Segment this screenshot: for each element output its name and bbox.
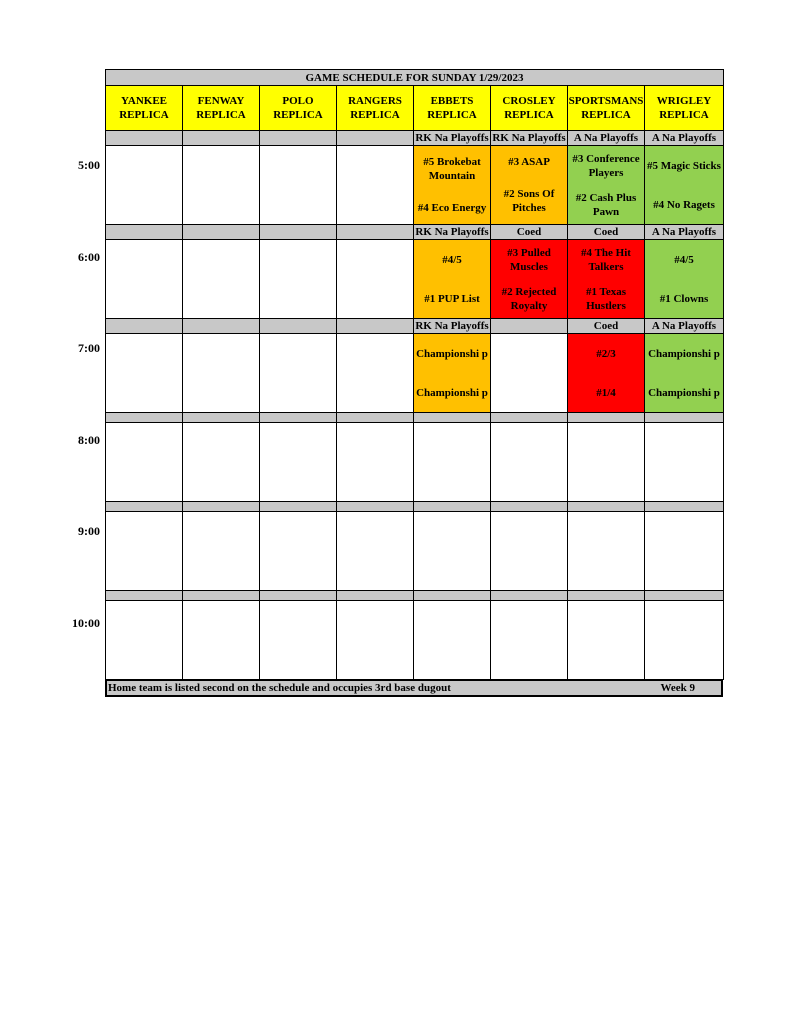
division-label [106,413,183,423]
game-cell [414,146,491,225]
division-label: Coed [491,225,568,240]
team-entry: #5 Brokebat Mountain [423,156,481,182]
game-cell [645,334,724,413]
division-label [337,225,414,240]
division-label [337,502,414,512]
division-label [414,502,491,512]
field-subtitle: REPLICA [581,109,631,121]
division-label: RK Na Playoffs [415,132,489,144]
team-entry: #1 Clowns [659,292,709,305]
time-label: 8:00 [78,432,100,447]
game-cell [337,334,414,413]
field-header-5 [491,86,568,131]
time-slot-row [106,146,724,225]
field-header-row [106,86,724,131]
game-cell [645,601,724,680]
game-cell [414,512,491,591]
team-entry: #1 Texas Hustlers [585,285,627,312]
field-header-0 [106,86,183,131]
game-cell [183,334,260,413]
field-subtitle: REPLICA [659,109,709,121]
field-header-3 [337,86,414,131]
time-label: 10:00 [72,615,100,630]
game-cell [337,423,414,502]
game-cell [183,423,260,502]
time-slot-row [106,240,724,319]
game-cell [183,601,260,680]
team-entry: #1/4 [596,386,616,399]
division-label [106,131,183,146]
division-label-row [106,225,724,240]
team-entry: Championshi p [416,347,488,360]
team-entry: #4 No Ragets [653,198,715,211]
game-cell [414,240,491,319]
footer-note: Home team is listed second on the schedule and occupies 3rd base dugout [108,682,451,694]
team-entry: #4/5 [674,253,694,266]
field-header-4 [414,86,491,131]
division-label [568,413,645,423]
field-header-2 [260,86,337,131]
game-cell [491,240,568,319]
division-label [491,413,568,423]
team-entry: #3 Conference Players [572,152,640,179]
game-cell [260,146,337,225]
division-label: A Na Playoffs [645,319,724,334]
game-cell [645,146,724,225]
game-cell [645,423,724,502]
field-name: RANGERS [348,95,402,107]
game-cell [260,423,337,502]
division-label: RK Na Playoffs [415,226,489,238]
division-label [106,591,183,601]
division-label [183,131,260,146]
division-label [568,591,645,601]
division-label: A Na Playoffs [568,131,645,146]
division-label [568,502,645,512]
time-label: 6:00 [78,249,100,264]
division-label [337,131,414,146]
division-label-row [106,591,724,601]
field-name: CROSLEY [502,95,556,107]
game-cell [106,512,183,591]
division-label-row [106,413,724,423]
division-label [491,502,568,512]
game-cell [491,423,568,502]
page-title: GAME SCHEDULE FOR SUNDAY 1/29/2023 [106,70,724,86]
game-cell [106,601,183,680]
division-label [260,413,337,423]
team-entry: Championshi p [416,386,488,399]
team-entry: #2 Rejected Royalty [501,285,557,312]
team-entry: Championshi p [648,386,720,399]
division-label-row [106,319,724,334]
division-label [260,131,337,146]
team-entry: #1 PUP List [424,292,480,305]
game-cell [260,240,337,319]
game-cell [414,423,491,502]
division-label [260,225,337,240]
week-label: Week 9 [660,682,695,694]
division-label [183,502,260,512]
division-label: A Na Playoffs [645,131,724,146]
game-cell [568,601,645,680]
division-label [183,591,260,601]
division-label: A Na Playoffs [645,225,724,240]
division-label [645,591,724,601]
time-label: 5:00 [78,158,100,172]
game-cell [414,334,491,413]
schedule-table [105,69,724,680]
game-cell [491,334,568,413]
game-cell [568,240,645,319]
division-label [337,413,414,423]
time-slot-row [106,423,724,502]
team-entry: #2 Cash Plus Pawn [575,191,637,218]
team-entry: #2 Sons Of Pitches [503,188,555,214]
division-label: RK Na Playoffs [492,132,566,144]
time-slot-row [106,334,724,413]
division-label-row [106,502,724,512]
division-label-row [106,131,724,146]
team-entry: Championshi p [648,347,720,360]
division-label [337,319,414,334]
field-name: POLO [282,95,314,107]
division-label [414,413,491,423]
division-label [414,591,491,601]
time-label: 7:00 [78,341,100,355]
division-label [183,319,260,334]
division-label [183,225,260,240]
division-label [260,319,337,334]
division-label [106,319,183,334]
field-subtitle: REPLICA [196,109,246,121]
field-subtitle: REPLICA [350,109,400,121]
field-subtitle: REPLICA [119,109,169,121]
game-cell [337,146,414,225]
field-name: WRIGLEY [656,95,712,107]
team-entry: #2/3 [596,347,616,360]
game-cell [260,601,337,680]
team-entry: #3 ASAP [508,156,550,168]
division-label [491,319,568,334]
game-cell [337,512,414,591]
game-cell [260,334,337,413]
game-cell [568,334,645,413]
field-subtitle: REPLICA [273,109,323,121]
division-label [645,502,724,512]
field-name: YANKEE [120,95,168,107]
team-entry: #3 Pulled Muscles [507,246,551,273]
division-label [260,502,337,512]
game-cell [491,601,568,680]
game-cell [106,240,183,319]
game-cell [491,146,568,225]
time-label: 9:00 [78,524,100,538]
division-label [645,413,724,423]
division-label [337,591,414,601]
field-name: FENWAY [197,95,245,107]
division-label: Coed [568,319,645,334]
field-subtitle: REPLICA [504,109,554,121]
game-cell [183,512,260,591]
field-name: SPORTSMANS [568,95,644,107]
game-cell [183,146,260,225]
game-cell [645,512,724,591]
game-cell [106,423,183,502]
field-header-7 [645,86,724,131]
division-label: RK Na Playoffs [415,320,489,332]
game-cell [106,146,183,225]
team-entry: #4/5 [442,253,462,266]
game-cell [183,240,260,319]
field-header-6 [568,86,645,131]
team-entry: #5 Magic Sticks [647,159,721,172]
team-entry: #4 Eco Energy [417,202,487,214]
division-label [106,225,183,240]
field-header-1 [183,86,260,131]
time-slot-row [106,601,724,680]
game-cell [337,601,414,680]
game-cell [106,334,183,413]
field-subtitle: REPLICA [427,109,477,121]
time-slot-row [106,512,724,591]
game-cell [260,512,337,591]
field-name: EBBETS [430,95,474,107]
division-label: Coed [568,225,645,240]
game-cell [491,512,568,591]
team-entry: #4 The Hit Talkers [581,246,631,273]
schedule-sheet [105,69,723,680]
game-cell [337,240,414,319]
game-cell [414,601,491,680]
division-label [260,591,337,601]
division-label [491,591,568,601]
game-cell [568,146,645,225]
game-cell [645,240,724,319]
footer-bar [105,680,723,697]
division-label [106,502,183,512]
division-label [183,413,260,423]
game-cell [568,423,645,502]
game-cell [568,512,645,591]
